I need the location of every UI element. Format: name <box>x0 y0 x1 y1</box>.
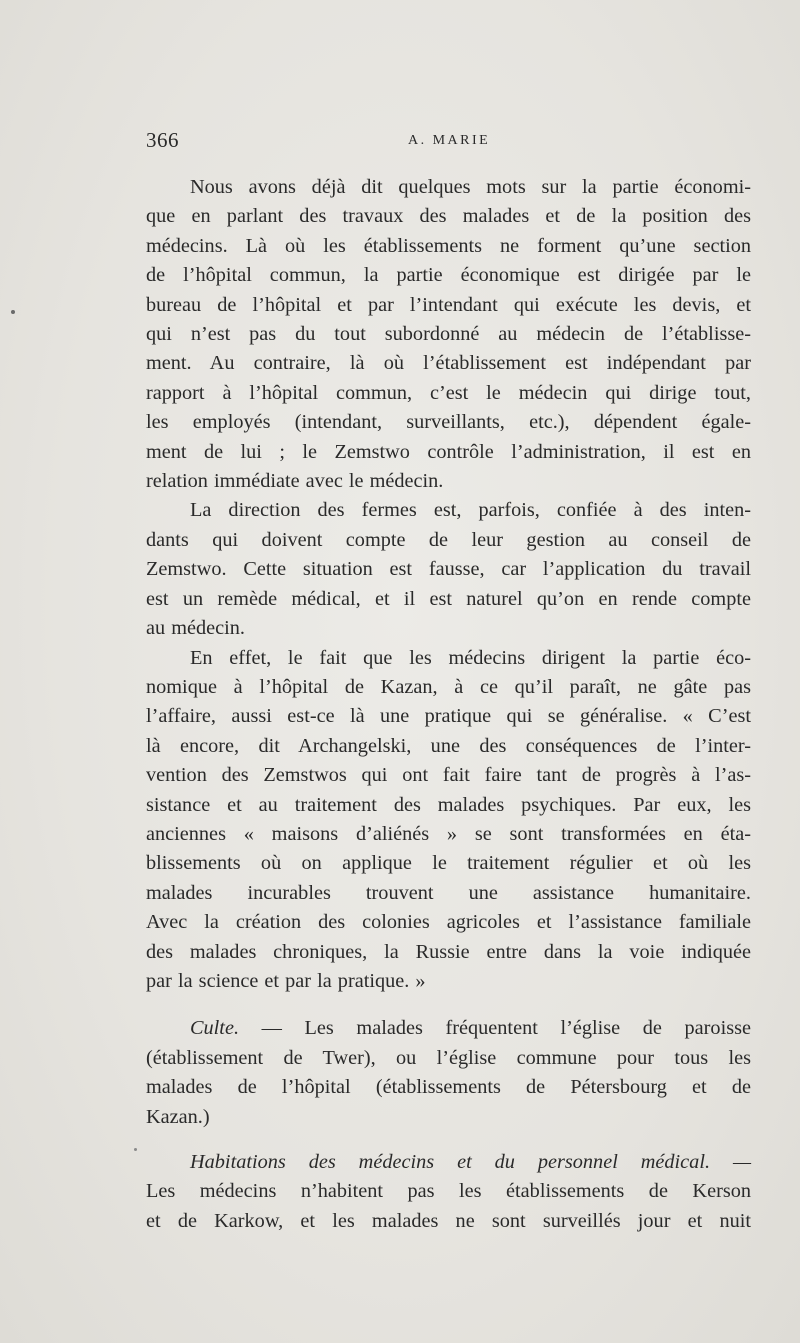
section-gap <box>146 996 751 1014</box>
paragraph-habitations <box>146 1148 751 1236</box>
text-line <box>146 1014 751 1043</box>
text-line: des malades chroniques, la Russie entre dans la voie indiquée <box>146 940 751 963</box>
text-line: bureau de l’hôpital et par l’intendant qui exécute les devis, et <box>146 293 751 316</box>
text-line: La direction des fermes est, parfois, confiée à des inten- <box>190 499 751 522</box>
body-text <box>146 173 751 1236</box>
paper-speck <box>11 310 15 314</box>
text-line: les employés (intendant, surveillants, etc.), dépendent égale- <box>146 411 751 434</box>
text-line: blissements où on applique le traitement régulier et où les <box>146 852 751 875</box>
text-line: nomique à l’hôpital de Kazan, à ce qu’il paraît, ne gâte pas <box>146 675 751 698</box>
text-line: Nous avons déjà dit quelques mots sur la partie économi- <box>190 176 751 198</box>
text-line: de l’hôpital commun, la partie économique est dirigée par le <box>146 264 751 287</box>
text-line: qui n’est pas du tout subordonné au médecin de l’établisse- <box>146 323 751 346</box>
text-line: ment. Au contraire, là où l’établissement est indépendant par <box>146 352 751 375</box>
text-line: malades incurables trouvent une assistance humanitaire. <box>146 881 751 904</box>
text-line: (établissement de Twer), ou l’église commune pour tous les <box>146 1046 751 1069</box>
paragraph-farm-direction <box>146 496 751 643</box>
text-line: vention des Zemstwos qui ont fait faire tant de progrès à l’as- <box>146 764 751 787</box>
text-line: Kazan.) <box>146 1105 210 1128</box>
paragraph-archangelski-quote <box>146 644 751 997</box>
text-line: au médecin. <box>146 617 245 640</box>
text-line: En effet, le fait que les médecins dirigent la partie éco- <box>190 646 751 669</box>
page-header <box>146 128 751 158</box>
text-line: est un remède médical, et il est naturel qu’on en rende compte <box>146 587 751 610</box>
text-line: rapport à l’hôpital commun, c’est le médecin qui dirige tout, <box>146 381 751 404</box>
running-head: A. MARIE <box>408 133 491 148</box>
text-line: par la science et par la pratique. » <box>146 969 426 992</box>
paragraph-culte <box>146 1014 751 1132</box>
section-heading-habitations: Habitations des médecins et du personnel médical. — <box>190 1151 751 1173</box>
section-heading-culte: Culte. <box>190 1017 240 1040</box>
paragraph-economic-section <box>146 173 751 496</box>
text-line: relation immédiate avec le médecin. <box>146 470 444 493</box>
paper-speck <box>134 1148 137 1151</box>
text-line: dants qui doivent compte de leur gestion au conseil de <box>146 528 751 551</box>
text-line: Zemstwo. Cette situation est fausse, car l’application du travail <box>146 558 751 581</box>
text-line: là encore, dit Archangelski, une des conséquences de l’inter- <box>146 734 751 757</box>
text-line: malades de l’hôpital (établissements de Pétersbourg et de <box>146 1076 751 1099</box>
page-number: 366 <box>146 128 179 152</box>
text-line: médecins. Là où les établissements ne forment qu’une section <box>146 234 751 257</box>
text-line: Avec la création des colonies agricoles et l’assistance familiale <box>146 911 751 934</box>
text-line: Les médecins n’habitent pas les établissements de Kerson <box>146 1180 751 1203</box>
section-gap <box>146 1132 751 1148</box>
text-line <box>146 1148 751 1177</box>
text-line: et de Karkow, et les malades ne sont surveillés jour et nuit <box>146 1209 751 1232</box>
text-line: anciennes « maisons d’aliénés » se sont transformées en éta- <box>146 822 751 845</box>
text-line: que en parlant des travaux des malades et de la position des <box>146 205 751 228</box>
text-line: l’affaire, aussi est-ce là une pratique qui se généralise. « C’est <box>146 705 751 728</box>
text-line: sistance et au traitement des malades psychiques. Par eux, les <box>146 793 751 816</box>
text-run: — Les malades fréquentent l’église de paroisse <box>239 1017 751 1040</box>
text-line: ment de lui ; le Zemstwo contrôle l’administration, il est en <box>146 440 751 463</box>
